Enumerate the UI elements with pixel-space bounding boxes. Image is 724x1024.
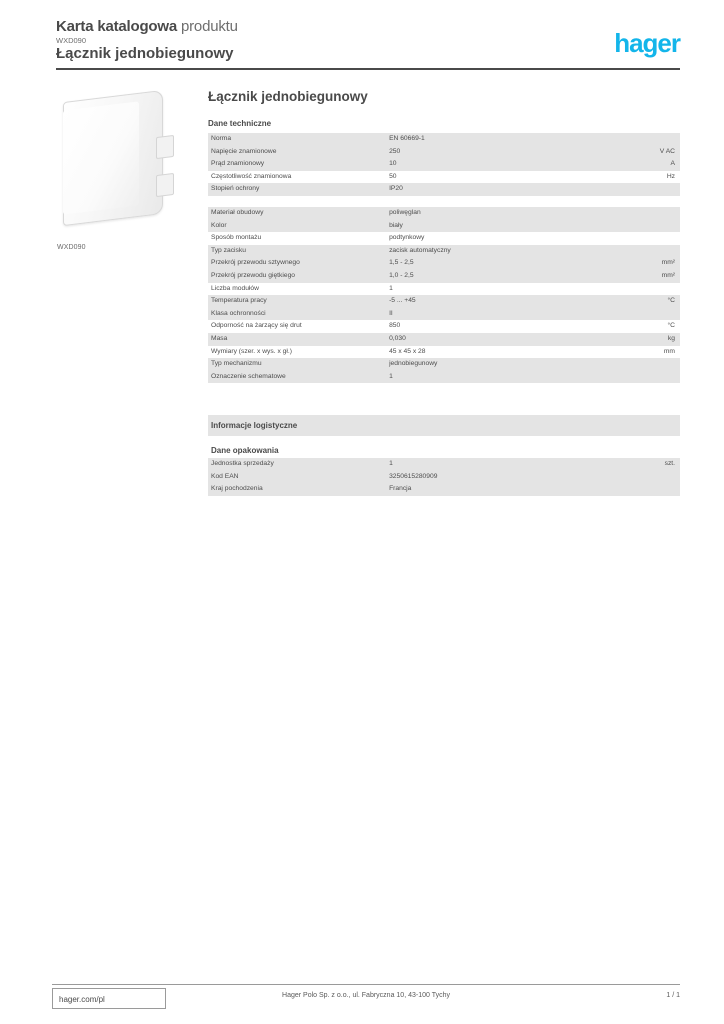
document-title-second-line: Łącznik jednobiegunowy xyxy=(56,45,234,62)
table-row xyxy=(208,458,680,471)
spec-value: Francja xyxy=(386,483,618,496)
spec-unit xyxy=(618,283,680,296)
packaging-heading: Dane opakowania xyxy=(211,446,279,456)
spec-value: zacisk automatyczny xyxy=(386,245,618,258)
table-row xyxy=(208,245,680,258)
spec-key: Masa xyxy=(208,333,386,346)
spec-value: 50 xyxy=(386,171,618,184)
spec-value: 10 xyxy=(386,158,618,171)
table-spacer xyxy=(208,196,680,207)
spec-unit: mm xyxy=(618,346,680,359)
product-image xyxy=(57,90,181,235)
spec-key: Temperatura pracy xyxy=(208,295,386,308)
spec-unit xyxy=(618,358,680,371)
table-row xyxy=(208,220,680,233)
spec-value: II xyxy=(386,308,618,321)
table-row xyxy=(208,320,680,333)
spec-value: -5 ... +45 xyxy=(386,295,618,308)
spec-key: Liczba modułów xyxy=(208,283,386,296)
table-row xyxy=(208,333,680,346)
footer-page-number: 1 / 1 xyxy=(666,992,680,999)
spec-value: IP20 xyxy=(386,183,618,196)
footer-company-info: Hager Polo Sp. z o.o., ul. Fabryczna 10, 43-100 Tychy xyxy=(282,992,450,999)
document-title-thin: produktu xyxy=(177,18,238,35)
spec-unit: A xyxy=(618,158,680,171)
table-row xyxy=(208,207,680,220)
table-row xyxy=(208,183,680,196)
spec-unit: mm² xyxy=(618,270,680,283)
document-title xyxy=(56,18,680,35)
table-row xyxy=(208,358,680,371)
spec-unit xyxy=(618,245,680,258)
spec-value: 1 xyxy=(386,458,618,471)
spec-value: 1 xyxy=(386,283,618,296)
spec-key: Klasa ochronności xyxy=(208,308,386,321)
spec-value: biały xyxy=(386,220,618,233)
table-row xyxy=(208,158,680,171)
spec-unit xyxy=(618,207,680,220)
content-gap xyxy=(208,399,680,415)
spec-unit xyxy=(618,133,680,146)
spec-unit xyxy=(618,371,680,384)
spec-unit: V AC xyxy=(618,146,680,159)
spec-unit xyxy=(618,220,680,233)
table-row xyxy=(208,146,680,159)
spec-unit xyxy=(618,471,680,484)
document-subtitle: WXD090 xyxy=(56,36,87,45)
spec-unit: °C xyxy=(618,320,680,333)
spec-key: Prąd znamionowy xyxy=(208,158,386,171)
technical-data-heading: Dane techniczne xyxy=(208,119,272,128)
spec-key: Odporność na żarzący się drut xyxy=(208,320,386,333)
spec-key: Materiał obudowy xyxy=(208,207,386,220)
spec-unit: szt. xyxy=(618,458,680,471)
product-caption: WXD090 xyxy=(57,244,86,251)
spec-unit: °C xyxy=(618,295,680,308)
table-row xyxy=(208,133,680,146)
footer-url-link[interactable]: hager.com/pl xyxy=(52,988,166,1009)
spec-key: Przekrój przewodu sztywnego xyxy=(208,257,386,270)
content-gap xyxy=(208,383,680,399)
product-face-shape xyxy=(63,101,139,214)
spec-value: podtynkowy xyxy=(386,232,618,245)
spec-key: Przekrój przewodu giętkiego xyxy=(208,270,386,283)
footer-divider xyxy=(52,984,680,985)
spec-value: poliwęglan xyxy=(386,207,618,220)
table-row xyxy=(208,471,680,484)
table-row xyxy=(208,232,680,245)
table-row xyxy=(208,171,680,184)
spec-key: Kraj pochodzenia xyxy=(208,483,386,496)
table-row xyxy=(208,371,680,384)
header-divider xyxy=(56,68,680,70)
spec-value: 1,0 - 2,5 xyxy=(386,270,618,283)
main-content xyxy=(208,88,680,496)
spec-unit xyxy=(618,308,680,321)
spec-key: Jednostka sprzedaży xyxy=(208,458,386,471)
spec-value: 250 xyxy=(386,146,618,159)
document-title-bold: Karta katalogowa xyxy=(56,18,178,35)
spec-value: 850 xyxy=(386,320,618,333)
spec-key: Napięcie znamionowe xyxy=(208,146,386,159)
spec-unit: kg xyxy=(618,333,680,346)
product-tab-top xyxy=(156,135,174,159)
table-row xyxy=(208,346,680,359)
spec-unit xyxy=(618,232,680,245)
spec-value: 3250615280909 xyxy=(386,471,618,484)
spec-key: Typ zacisku xyxy=(208,245,386,258)
spec-value: 1 xyxy=(386,371,618,384)
product-tab-bottom xyxy=(156,173,174,197)
spec-key: Kolor xyxy=(208,220,386,233)
spec-value: EN 60669-1 xyxy=(386,133,618,146)
spec-value: jednobiegunowy xyxy=(386,358,618,371)
table-row xyxy=(208,270,680,283)
spec-key: Sposób montażu xyxy=(208,232,386,245)
table-row xyxy=(208,483,680,496)
spec-key: Oznaczenie schematowe xyxy=(208,371,386,384)
spec-key: Kod EAN xyxy=(208,471,386,484)
table-row xyxy=(208,308,680,321)
page-title: Łącznik jednobiegunowy xyxy=(208,89,368,104)
spec-value: 0,030 xyxy=(386,333,618,346)
spec-unit: Hz xyxy=(618,171,680,184)
spec-unit xyxy=(618,183,680,196)
logistics-section-band: Informacje logistyczne xyxy=(208,415,680,436)
spec-table-group-3 xyxy=(208,458,680,496)
table-row xyxy=(208,257,680,270)
spec-table-group-1 xyxy=(208,133,680,207)
spec-unit xyxy=(618,483,680,496)
document-footer xyxy=(52,988,680,1010)
spec-key: Wymiary (szer. x wys. x gł.) xyxy=(208,346,386,359)
spec-value: 1,5 - 2,5 xyxy=(386,257,618,270)
hager-logo: hager xyxy=(614,28,680,58)
spec-value: 45 x 45 x 28 xyxy=(386,346,618,359)
table-row xyxy=(208,283,680,296)
spec-key: Norma xyxy=(208,133,386,146)
spec-key: Częstotliwość znamionowa xyxy=(208,171,386,184)
document-header xyxy=(56,18,680,70)
spec-key: Typ mechanizmu xyxy=(208,358,386,371)
spec-key: Stopień ochrony xyxy=(208,183,386,196)
table-row xyxy=(208,295,680,308)
spec-table-group-2 xyxy=(208,207,680,383)
spec-unit: mm² xyxy=(618,257,680,270)
